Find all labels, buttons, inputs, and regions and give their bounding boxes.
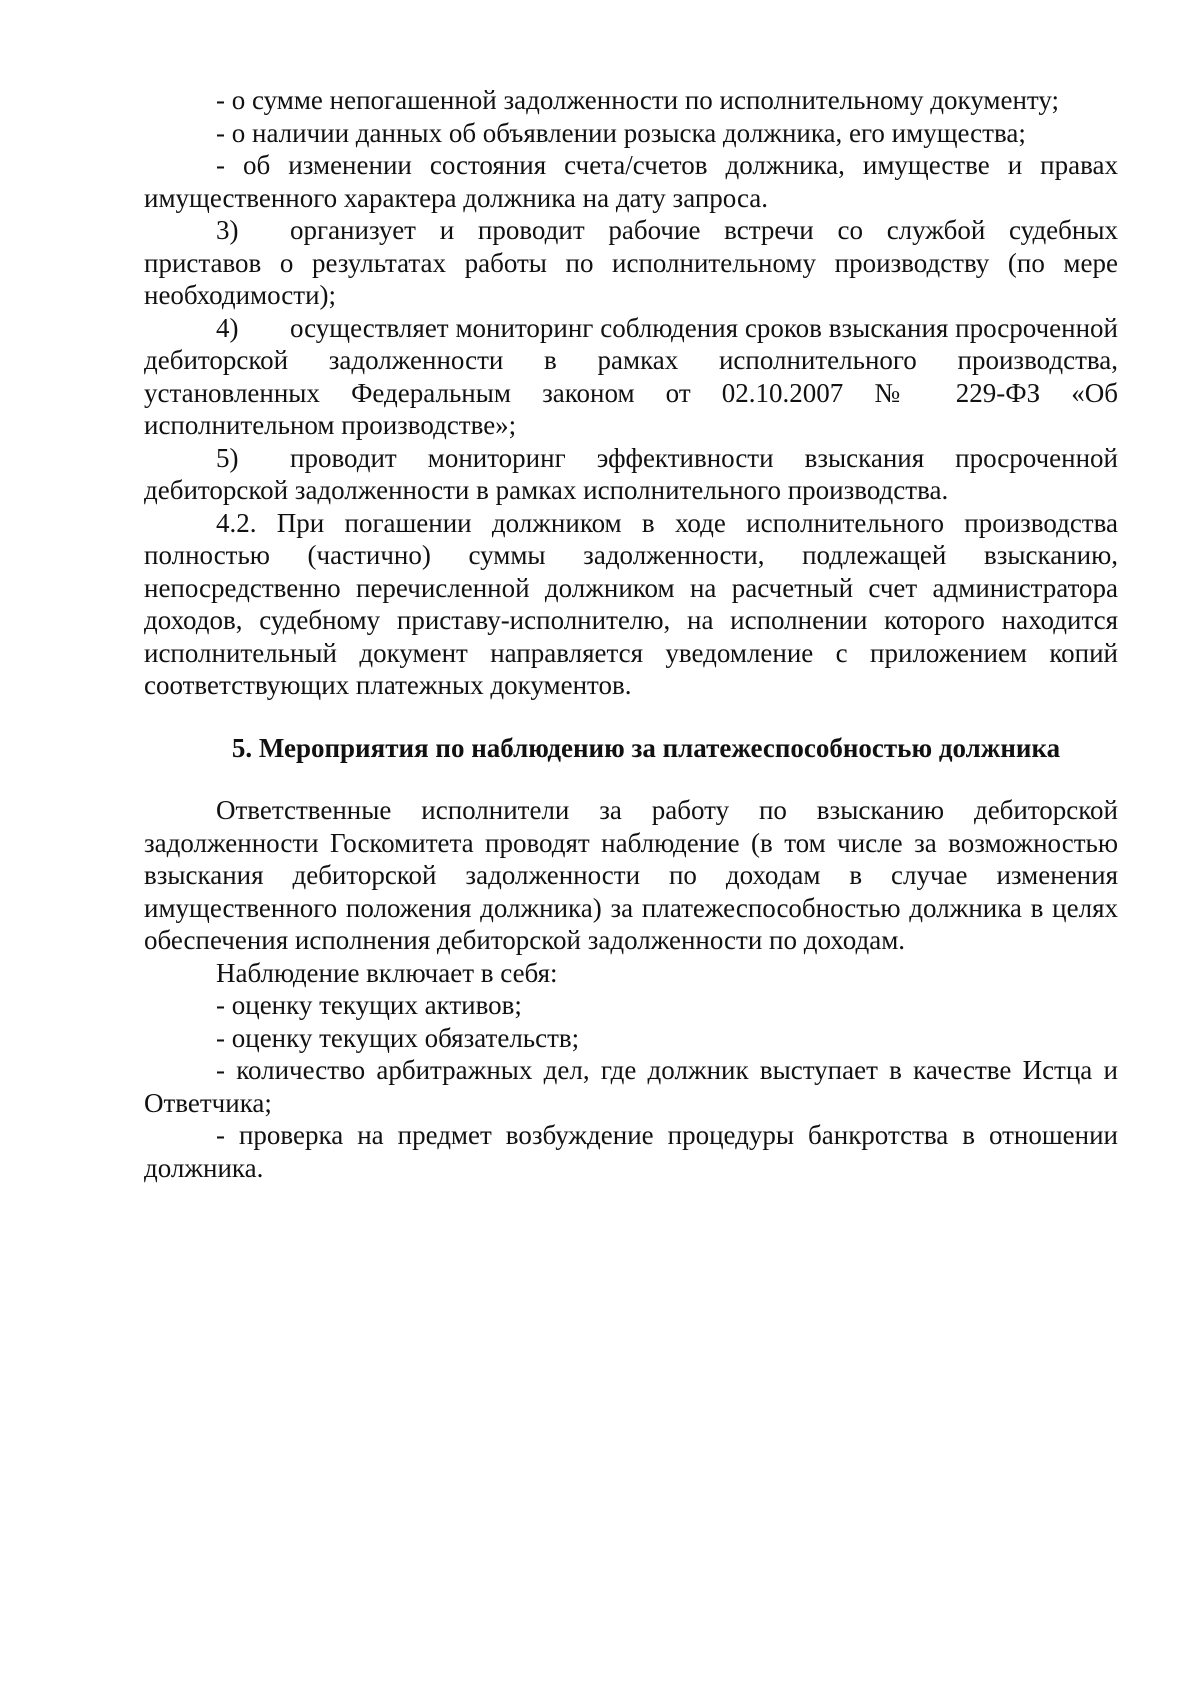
paragraph-observation: Ответственные исполнители за работу по взысканию дебиторской задолженности Госкомитета проводят наблюдение (в том числе за возможностью взыскания дебиторской задолженности по доходам в случае изменения имущественного положения должника) за платежеспособностью должника в целях обеспечения исполнения дебиторской задолженности по доходам.: [144, 795, 1118, 955]
paragraph-observation-includes: Наблюдение включает в себя:: [216, 957, 558, 988]
list-item-arbitration: - количество арбитражных дел, где должник выступает в качестве Истца и Ответчика;: [144, 1055, 1118, 1118]
paragraph-account-changes: - об изменении состояния счета/счетов должника, имуществе и правах имущественного характера должника на дату запроса.: [144, 150, 1118, 213]
list-item-4: [144, 312, 1118, 442]
paragraph-4-2: 4.2. При погашении должником в ходе исполнительного производства полностью (частично) суммы задолженности, подлежащей взысканию, непосредственно перечисленной должником на расчетный счет администратора доходов, судебному приставу-исполнителю, на исполнении которого находится исполнительный документ направляется уведомление с приложением копий соответствующих платежных документов.: [144, 507, 1118, 700]
paragraph-unpaid-debt: - о сумме непогашенной задолженности по исполнительному документу;: [216, 85, 1059, 115]
list-item-number: 3): [216, 215, 239, 245]
list-item-3: [144, 214, 1118, 312]
list-item-number: 4): [216, 312, 239, 343]
paragraph-search-data: - о наличии данных об объявлении розыска должника, его имущества;: [216, 117, 1026, 148]
list-item-5: [144, 442, 1118, 507]
list-item-assets: - оценку текущих активов;: [216, 990, 522, 1020]
list-item-text: организует и проводит рабочие встречи со службой судебных приставов о результатах работы по исполнительному производству (по мере необходимости);: [144, 215, 1118, 310]
document-page: [144, 84, 1118, 1184]
section-heading: 5. Мероприятия по наблюдению за платежеспособностью должника: [231, 732, 1061, 763]
list-item-obligations: - оценку текущих обязательств;: [216, 1022, 580, 1053]
list-item-text: проводит мониторинг эффективности взыскания просроченной дебиторской задолженности в рамках исполнительного производства.: [144, 442, 1118, 505]
list-item-text: осуществляет мониторинг соблюдения сроков взыскания просроченной дебиторской задолженности в рамках исполнительного производства, установленных Федеральным законом от 02.10.2007 № 229-ФЗ «Об исполнительном производстве»;: [144, 312, 1118, 440]
list-item-bankruptcy: - проверка на предмет возбуждение процедуры банкротства в отношении должника.: [144, 1120, 1118, 1183]
list-item-number: 5): [216, 442, 239, 473]
